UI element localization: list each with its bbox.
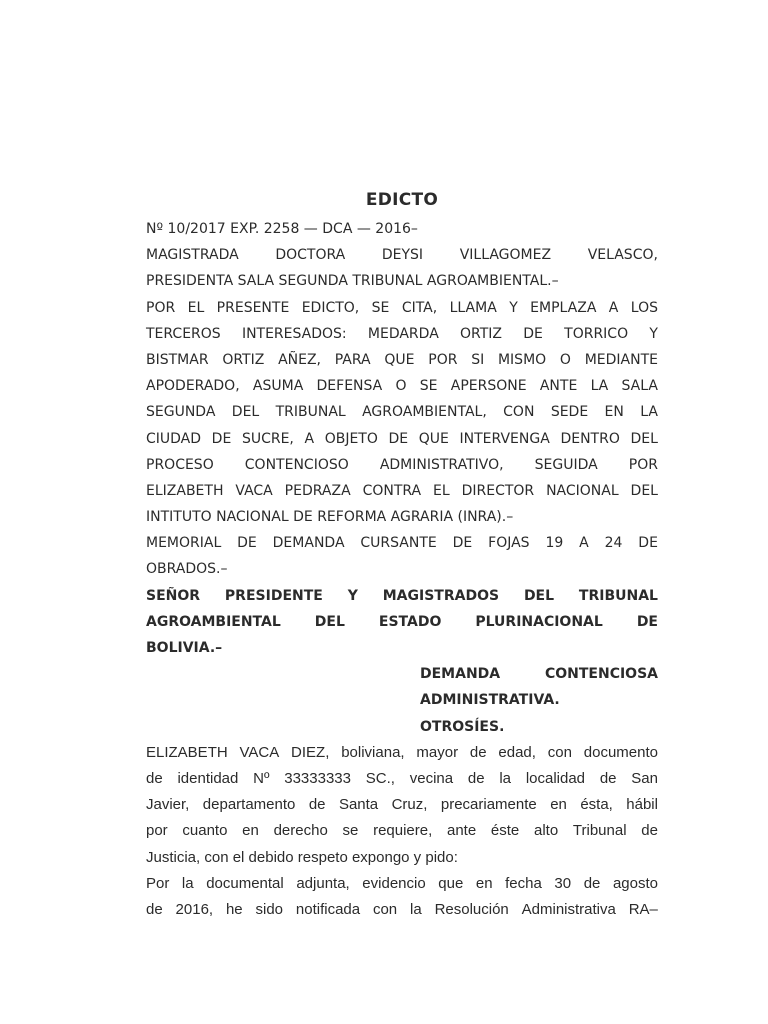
word: ELIZABETH: [146, 743, 228, 761]
word: DEL: [231, 404, 260, 421]
word: por: [146, 822, 168, 840]
word: de: [308, 796, 326, 814]
word: evidencio: [362, 874, 426, 892]
word: identidad: [177, 769, 239, 787]
word: A: [608, 299, 619, 316]
word: agosto: [612, 874, 658, 892]
word: la: [499, 769, 512, 787]
word: cuanto: [182, 822, 228, 840]
word: RA–: [628, 900, 658, 918]
word: 30: [554, 874, 572, 892]
document-page: [146, 186, 658, 923]
body-line: Justicia, con el debido respeto expongo y pido:: [146, 848, 458, 866]
word: con: [547, 743, 572, 761]
word: ante: [447, 822, 477, 840]
word: TRIBUNAL: [578, 587, 658, 604]
word: Resolución: [434, 900, 509, 918]
word: ADMINISTRATIVO,: [379, 456, 504, 473]
word: DEL: [314, 613, 345, 630]
word: EL: [187, 299, 205, 316]
word: Administrativa: [521, 900, 616, 918]
word: POR: [428, 351, 458, 368]
word: POR: [628, 456, 658, 473]
text-line-justified: [146, 347, 658, 373]
word: TORRICO: [564, 325, 629, 342]
word: INTERVENGA: [459, 430, 550, 447]
word: FOJAS: [488, 535, 530, 552]
word: Por: [146, 874, 170, 892]
word: VACA: [239, 743, 280, 761]
body-line: [146, 792, 658, 818]
word: SE: [371, 299, 390, 316]
text-line-justified: [146, 242, 658, 268]
word: la: [410, 900, 422, 918]
word: la: [181, 874, 194, 892]
word: documento: [583, 743, 658, 761]
text-line: PRESIDENTA SALA SEGUNDA TRIBUNAL AGROAMBIENTAL.–: [146, 273, 559, 290]
word: SUCRE,: [241, 430, 294, 447]
word: Nº: [253, 769, 270, 787]
word: Y: [649, 325, 658, 342]
word: éste: [490, 822, 520, 840]
word: TRIBUNAL: [275, 404, 346, 421]
word: Cruz,: [391, 796, 428, 814]
word: QUE: [418, 430, 449, 447]
text-line-justified: [146, 399, 658, 425]
word: de: [467, 769, 485, 787]
word: alto: [534, 822, 559, 840]
word: CONTENCIOSA: [544, 666, 658, 683]
word: EN: [604, 404, 624, 421]
word: OBJETO: [324, 430, 378, 447]
word: SEÑOR: [146, 587, 201, 604]
text-line-justified: [146, 530, 658, 556]
word: CONTENCIOSO: [244, 456, 349, 473]
word: derecho: [273, 822, 328, 840]
word: CURSANTE: [360, 535, 437, 552]
word: MEMORIAL: [146, 535, 222, 552]
address-line: [146, 609, 658, 635]
word: sido: [255, 900, 284, 918]
word: de: [146, 900, 163, 918]
word: PROCESO: [146, 456, 214, 473]
word: de: [583, 874, 601, 892]
body-line: [146, 818, 658, 844]
word: DE: [388, 430, 409, 447]
word: VACA: [235, 482, 273, 499]
address-line: [146, 583, 658, 609]
subject-line-justified: [420, 661, 658, 687]
word: QUE: [384, 351, 415, 368]
word: MAGISTRADOS: [382, 587, 500, 604]
word: SC.,: [365, 769, 395, 787]
word: Y: [347, 587, 358, 604]
body-line: [146, 766, 658, 792]
word: MEDARDA: [367, 325, 439, 342]
text-line-justified: [146, 373, 658, 399]
word: Santa: [338, 796, 379, 814]
word: VILLAGOMEZ: [459, 247, 552, 264]
subject-line: ADMINISTRATIVA.: [420, 692, 560, 709]
word: BISTMAR: [146, 351, 209, 368]
word: EMPLAZA: [530, 299, 597, 316]
word: ESTADO: [378, 613, 442, 630]
word: DEL: [523, 587, 555, 604]
word: 19: [545, 535, 564, 552]
word: LOS: [630, 299, 658, 316]
text-line-justified: [146, 295, 658, 321]
word: en: [242, 822, 259, 840]
text-line-justified: [146, 321, 658, 347]
word: APODERADO,: [146, 378, 240, 395]
word: DE: [523, 325, 543, 342]
text-line-justified: [146, 478, 658, 504]
word: EDICTO,: [301, 299, 360, 316]
word: MISMO: [497, 351, 547, 368]
word: DIRECTOR: [461, 482, 535, 499]
word: DOCTORA: [275, 247, 346, 264]
word: PEDRAZA: [284, 482, 351, 499]
word: CON: [503, 404, 535, 421]
word: precariamente: [440, 796, 537, 814]
word: Y: [509, 299, 518, 316]
body-line: [146, 897, 658, 923]
word: SEGUIDA: [534, 456, 598, 473]
word: DEYSI: [381, 247, 424, 264]
word: PARA: [334, 351, 371, 368]
word: DEL: [630, 430, 658, 447]
word: de: [599, 769, 617, 787]
word: 24: [604, 535, 623, 552]
word: edad,: [498, 743, 536, 761]
document-title: EDICTO: [365, 190, 439, 210]
word: boliviana,: [341, 743, 405, 761]
word: SE: [419, 378, 438, 395]
word: SEGUNDA: [146, 404, 216, 421]
subject-line: [146, 661, 658, 687]
word: EL: [433, 482, 450, 499]
word: INTERESADOS:: [241, 325, 347, 342]
word: NACIONAL: [546, 482, 619, 499]
word: DE: [237, 535, 257, 552]
text-line: INTITUTO NACIONAL DE REFORMA AGRARIA (INRA).–: [146, 509, 514, 526]
word: APERSONE: [450, 378, 527, 395]
body-line: [146, 740, 658, 766]
word: 33333333: [284, 769, 351, 787]
word: DE: [636, 613, 658, 630]
word: DEL: [630, 482, 658, 499]
word: Tribunal: [572, 822, 627, 840]
word: LLAMA: [449, 299, 497, 316]
word: POR: [146, 299, 176, 316]
subject-line: OTROSÍES.: [420, 718, 505, 735]
word: departamento: [202, 796, 296, 814]
word: PRESENTE: [216, 299, 290, 316]
word: DEMANDA: [272, 535, 345, 552]
text-line-justified: [146, 452, 658, 478]
word: CONTRA: [362, 482, 422, 499]
word: con: [372, 900, 398, 918]
word: de: [641, 822, 658, 840]
text-line: Nº 10/2017 EXP. 2258 — DCA — 2016–: [146, 221, 418, 237]
word: ésta,: [580, 796, 613, 814]
word: en: [550, 796, 567, 814]
word: SEDE: [550, 404, 589, 421]
word: vecina: [409, 769, 454, 787]
word: notificada: [295, 900, 361, 918]
word: SI: [471, 351, 485, 368]
word: documental: [206, 874, 284, 892]
word: AGROAMBIENTAL: [146, 613, 281, 630]
word: DENTRO: [560, 430, 620, 447]
word: AÑEZ,: [278, 351, 321, 368]
word: O: [559, 351, 571, 368]
word: mayor: [416, 743, 459, 761]
word: DIEZ,: [291, 743, 330, 761]
word: que: [438, 874, 464, 892]
word: CIUDAD: [146, 430, 202, 447]
word: PLURINACIONAL: [475, 613, 603, 630]
word: Javier,: [146, 796, 190, 814]
word: hábil: [626, 796, 658, 814]
word: 2016,: [175, 900, 214, 918]
word: CITA,: [401, 299, 438, 316]
word: O: [395, 378, 407, 395]
word: A: [579, 535, 589, 552]
word: MAGISTRADA: [146, 247, 239, 264]
word: he: [225, 900, 243, 918]
word: San: [631, 769, 658, 787]
word: ASUMA: [252, 378, 304, 395]
word: TERCEROS: [146, 325, 221, 342]
text-line: OBRADOS.–: [146, 561, 228, 578]
word: fecha: [505, 874, 542, 892]
word: VELASCO,: [587, 247, 658, 264]
word: DEFENSA: [316, 378, 383, 395]
word: SALA: [621, 378, 658, 395]
word: DEMANDA: [420, 666, 501, 683]
word: ORTIZ: [460, 325, 503, 342]
word: ANTE: [539, 378, 578, 395]
word: DE: [638, 535, 658, 552]
word: DE: [452, 535, 473, 552]
word: DE: [211, 430, 232, 447]
address-line: BOLIVIA.–: [146, 640, 223, 656]
word: requiere,: [373, 822, 433, 840]
body-line: [146, 871, 658, 897]
word: LA: [640, 404, 658, 421]
word: en: [475, 874, 493, 892]
word: se: [342, 822, 359, 840]
word: ORTIZ: [222, 351, 265, 368]
word: de: [146, 769, 163, 787]
word: de: [469, 743, 487, 761]
word: MEDIANTE: [584, 351, 658, 368]
word: ELIZABETH: [146, 482, 224, 499]
text-line-justified: [146, 426, 658, 452]
word: A: [304, 430, 315, 447]
word: LA: [590, 378, 609, 395]
word: PRESIDENTE: [224, 587, 323, 604]
word: AGROAMBIENTAL,: [362, 404, 487, 421]
word: adjunta,: [296, 874, 350, 892]
word: localidad: [525, 769, 586, 787]
